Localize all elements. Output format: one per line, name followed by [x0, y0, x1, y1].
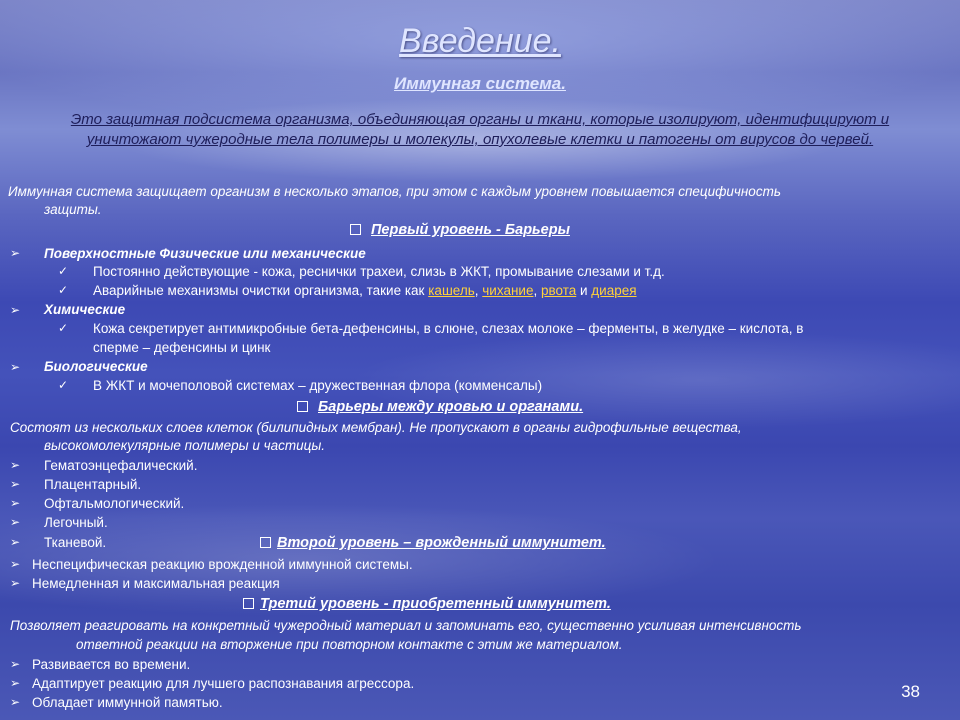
level2-heading-text: Второй уровень – врожденный иммунитет. [277, 535, 606, 551]
arrow-bullet-icon: ➢ [10, 657, 21, 671]
arrow-bullet-icon: ➢ [10, 458, 21, 472]
barriers-heading-text: Барьеры между кровью и органами. [318, 399, 584, 415]
arrow-bullet-icon: ➢ [10, 676, 21, 690]
arrow-bullet-icon: ➢ [10, 535, 21, 549]
check-bullet-icon: ✓ [58, 321, 69, 335]
page-number: 38 [901, 682, 920, 701]
level2-heading [260, 535, 606, 551]
physical-item-1: Постоянно действующие - кожа, реснички трахеи, слизь в ЖКТ, промывание слезами и т.д. [93, 264, 665, 279]
chemical-label: Химические [44, 302, 126, 317]
level3-item: Адаптирует реакцию для лучшего распознавания агрессора. [32, 676, 415, 691]
slide-subtitle: Иммунная система. [394, 74, 566, 93]
chemical-item-line-2: сперме – дефенсины и цинк [93, 340, 271, 355]
link-vomit[interactable]: рвота [540, 283, 577, 298]
physical-item-2-text: Аварийные механизмы очистки организма, такие как [93, 283, 429, 298]
barrier-item: Легочный. [44, 515, 108, 530]
arrow-bullet-icon: ➢ [10, 303, 21, 317]
biological-item-1: В ЖКТ и мочеполовой системах – дружественная флора (комменсалы) [93, 378, 543, 393]
physical-label: Поверхностные Физические или механические [44, 246, 366, 261]
barrier-item: Гематоэнцефалический. [44, 458, 198, 473]
link-cough[interactable]: кашель [428, 283, 475, 298]
barrier-item: Тканевой. [44, 535, 107, 550]
arrow-bullet-icon: ➢ [10, 557, 21, 571]
biological-label: Биологические [44, 359, 148, 374]
barriers-heading [297, 399, 583, 415]
arrow-bullet-icon: ➢ [10, 576, 21, 590]
intro-line-2: защиты. [44, 202, 102, 217]
arrow-bullet-icon: ➢ [10, 477, 21, 491]
separator: , [474, 283, 483, 298]
check-bullet-icon: ✓ [58, 378, 69, 392]
level3-desc-line-2: ответной реакции на вторжение при повторном контакте с этим же материалом. [76, 637, 623, 652]
level2-item: Немедленная и максимальная реакция [32, 576, 280, 591]
level3-desc-line-1: Позволяет реагировать на конкретный чужеродный материал и запоминать его, существенно усиливая интенсивность [10, 618, 802, 633]
separator: , [533, 283, 541, 298]
checkbox-bullet-icon [350, 224, 361, 235]
arrow-bullet-icon: ➢ [10, 695, 21, 709]
level3-item: Обладает иммунной памятью. [32, 695, 223, 710]
barrier-item: Офтальмологический. [44, 496, 185, 511]
arrow-bullet-icon: ➢ [10, 515, 21, 529]
level1-heading [350, 222, 570, 238]
arrow-bullet-icon: ➢ [10, 496, 21, 510]
level3-heading-text: Третий уровень - приобретенный иммунитет. [260, 596, 611, 612]
arrow-bullet-icon: ➢ [10, 360, 21, 374]
barrier-item: Плацентарный. [44, 477, 142, 492]
check-bullet-icon: ✓ [58, 264, 69, 278]
checkbox-bullet-icon [260, 537, 271, 548]
physical-item-2 [93, 282, 637, 300]
link-sneeze[interactable]: чихание [482, 283, 534, 298]
chemical-item-line-1: Кожа секретирует антимикробные бета-дефенсины, в слюне, слезах молоке – ферменты, в желудке – кислота, в [93, 321, 804, 336]
arrow-bullet-icon: ➢ [10, 246, 21, 260]
level3-item: Развивается во времени. [32, 657, 191, 672]
intro-line-1: Иммунная система защищает организм в несколько этапов, при этом с каждым уровнем повышается специфичность [8, 184, 781, 199]
separator: и [576, 283, 592, 298]
checkbox-bullet-icon [297, 401, 308, 412]
level1-heading-text: Первый уровень - Барьеры [371, 222, 570, 238]
barriers-desc-line-1: Состоят из нескольких слоев клеток (билипидных мембран). Не пропускают в органы гидрофильные вещества, [10, 420, 742, 435]
level3-heading [243, 596, 611, 612]
level2-item: Неспецифическая реакцию врожденной иммунной системы. [32, 557, 413, 572]
definition-text: Это защитная подсистема организма, объединяющая органы и ткани, которые изолируют, идентифицируют и уничтожают чужеродные тела полимеры и молекулы, опухолевые клетки и патогены от вирусов до червей. [70, 111, 890, 148]
barriers-desc-line-2: высокомолекулярные полимеры и частицы. [44, 438, 326, 453]
checkbox-bullet-icon [243, 598, 254, 609]
link-diarrhea[interactable]: диарея [591, 283, 637, 298]
slide-title: Введение. [399, 22, 561, 60]
check-bullet-icon: ✓ [58, 283, 69, 297]
